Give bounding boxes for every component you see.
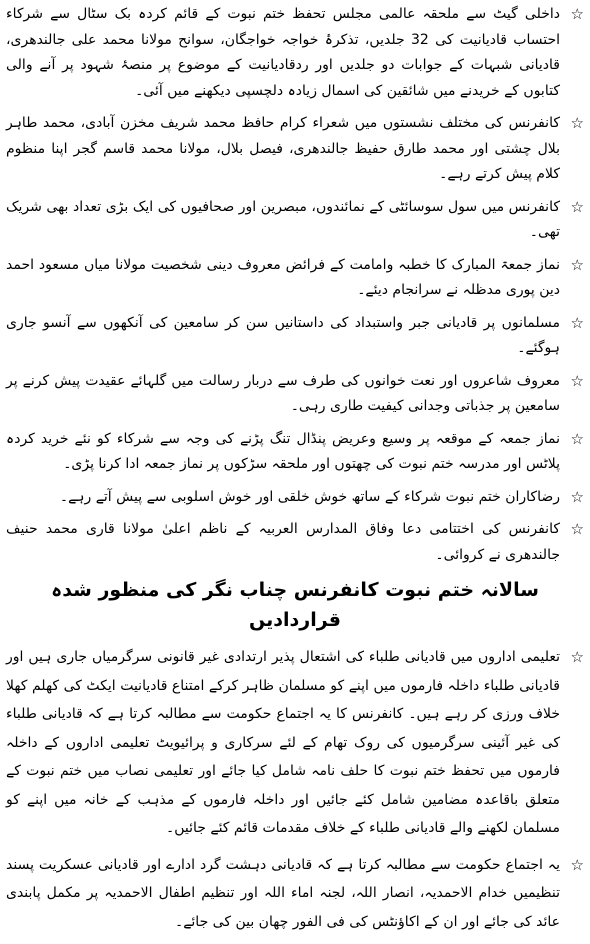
resolution-text: یہ اجتماع حکومت سے مطالبہ کرتا ہے کہ قادیانی دہشت گرد ادارے اور قادیانی عسکریت پسند تنظیمیں خدام الاحمدیہ، انصار اللہ، لجنہ اماء اللہ اور تنظیم اطفال الاحمدیہ پر مکمل پابندی عائد کی جائے اور ان کے اکاؤنٹس کی فی الفور چھان بین کی جائے۔	[6, 856, 560, 930]
event-notes-list	[6, 2, 584, 568]
list-item-text: کانفرنس میں سول سوسائٹی کے نمائندوں، مبصرین اور صحافیوں کی ایک بڑی تعداد بھی شریک تھی۔	[6, 198, 560, 240]
star-bullet-icon: ☆	[570, 197, 584, 216]
list-item	[6, 195, 584, 246]
star-bullet-icon: ☆	[570, 520, 584, 538]
resolution-item	[6, 851, 584, 937]
list-item	[6, 427, 584, 478]
star-bullet-icon: ☆	[570, 487, 584, 506]
list-item	[6, 111, 584, 188]
list-item-text: نماز جمعہ کے موقعہ پر وسیع وعریض پنڈال تنگ پڑنے کی وجہ سے شرکاء کو نئے خرید کردہ پلاٹس اور مدرسہ ختم نبوت کی چھتوں اور ملحقہ سڑکوں پر نماز جمعہ ادا کرنا پڑی۔	[6, 430, 560, 472]
list-item-text: نماز جمعۃ المبارک کا خطبہ وامامت کے فرائض معروف دینی شخصیت مولانا میاں مسعود احمد دین پوری مدظلہ نے سرانجام دیئے۔	[6, 256, 560, 298]
list-item	[6, 369, 584, 420]
resolution-item	[6, 643, 584, 843]
list-item-text: رضاکاران ختم نبوت شرکاء کے ساتھ خوش خلقی اور خوش اسلوبی سے پیش آتے رہے۔	[59, 488, 560, 505]
list-item	[6, 253, 584, 304]
list-item-text: معروف شاعروں اور نعت خوانوں کی طرف سے دربار رسالت میں گلہائے عقیدت پیش کرنے پر سامعین پر جذباتی وجدانی کیفیت طاری رہی۔	[6, 372, 560, 414]
list-item-text: کانفرنس کی اختتامی دعا وفاق المدارس العربیہ کے ناظم اعلیٰ مولانا قاری محمد حنیف جالندھری نے کروائی۔	[6, 521, 560, 563]
list-item	[6, 517, 584, 568]
list-item	[6, 2, 584, 104]
list-item	[6, 311, 584, 362]
star-bullet-icon: ☆	[570, 855, 584, 874]
list-item-text: مسلمانوں پر قادیانی جبر واستبداد کی داستانیں سن کر سامعین کی آنکھوں سے آنسو جاری ہوگئے۔	[6, 314, 560, 356]
list-item	[6, 485, 584, 511]
star-bullet-icon: ☆	[570, 5, 584, 23]
resolutions-list	[6, 643, 584, 936]
list-item-text: داخلی گیٹ سے ملحقہ عالمی مجلس تحفظ ختم نبوت کے قائم کردہ بک سٹال سے شرکاء احتساب قادیانیت کی 32 جلدیں، تذکرۂ خواجہ خواجگان، سوانح مولانا محمد علی جالندھری، قادیانی شبہات کے جوابات دو جلدیں اور ردقادیانیت کے موضوع پر منصۂ شہود پر آنے والی کتابوں کے خریدنے میں شائقین کی اسمال زیادہ دلچسپی دیکھنے میں آئی۔	[6, 6, 560, 99]
star-bullet-icon: ☆	[570, 114, 584, 132]
star-bullet-icon: ☆	[570, 429, 584, 448]
section-heading: سالانہ ختم نبوت کانفرنس چناب نگر کی منظور شدہ قراردادیں	[51, 579, 539, 631]
star-bullet-icon: ☆	[570, 313, 584, 332]
star-bullet-icon: ☆	[570, 255, 584, 274]
list-item-text: کانفرنس کی مختلف نشستوں میں شعراء کرام حافظ محمد شریف مخزن آبادی، محمد طاہر بلال چشتی اور محمد طارق حفیظ جالندھری، فیصل بلال، مولانا محمد قاسم گجر اپنا منظوم کلام پیش کرتے رہے۔	[6, 115, 560, 182]
star-bullet-icon: ☆	[570, 371, 584, 390]
resolution-text: تعلیمی اداروں میں قادیانی طلباء کی اشتعال پذیر ارتدادی غیر قانونی سرگرمیاں جاری ہیں اور قادیانی طلباء داخلہ فارموں میں اپنے کو مسلمان ظاہر کرکے امتناع قادیانیت ایکٹ کی کھلم کھلا خلاف ورزی کر رہے ہیں۔ کانفرنس کا یہ اجتماع حکومت سے مطالبہ کرتا ہے کہ قادیانی طلباء کی غیر آئینی سرگرمیوں کی روک تھام کے لئے سرکاری و پرائیویٹ تعلیمی اداروں کے داخلہ فارموں میں تحفظ ختم نبوت کا حلف نامہ شامل کیا جائے اور تعلیمی نصاب میں ختم نبوت کے متعلق باقاعدہ مضامین شامل کئے جائیں اور داخلہ فارموں کے مذہب کے خانہ میں اپنے کو مسلمان لکھنے والے قادیانی طلباء کے خلاف مقدمات قائم کئے جائیں۔	[6, 649, 560, 836]
star-bullet-icon: ☆	[570, 648, 584, 666]
